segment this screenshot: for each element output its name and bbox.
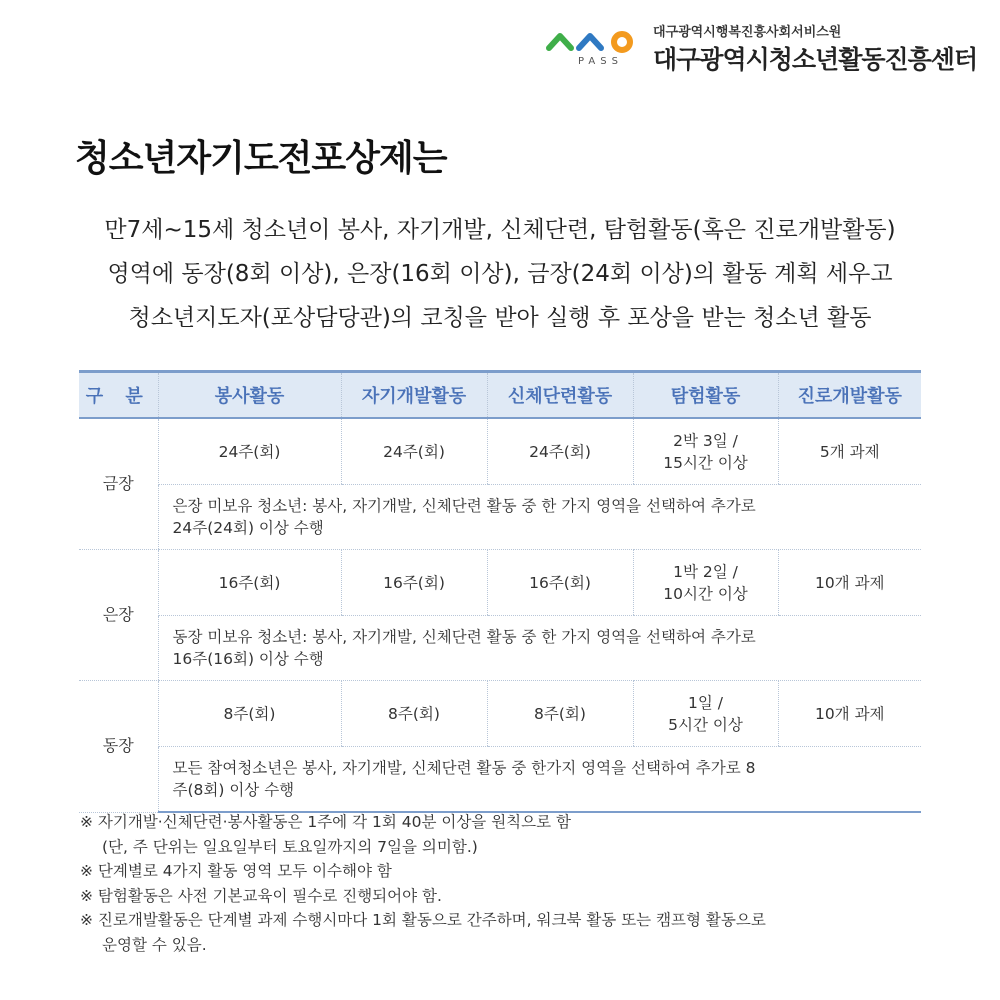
organization-logo xyxy=(546,18,986,78)
footnote: (단, 주 단위는 일요일부터 토요일까지의 7일을 의미함.) xyxy=(102,837,478,856)
table-row xyxy=(79,485,921,550)
exploration-cell xyxy=(633,681,778,747)
award-requirements-table xyxy=(79,370,921,813)
self-development-cell: 16주(회) xyxy=(341,550,487,616)
table-row xyxy=(79,550,921,616)
exploration-hours: 10시간 이상 xyxy=(663,584,748,603)
header-physical: 신체단련활동 xyxy=(487,372,633,419)
table-header-row xyxy=(79,372,921,419)
exploration-duration: 1일 / xyxy=(688,693,723,712)
note-line: 24주(24회) 이상 수행 xyxy=(172,519,324,537)
intro-line: 만7세~15세 청소년이 봉사, 자기개발, 신체단련, 탐험활동(혹은 진로개발활동) xyxy=(104,217,896,243)
exploration-hours: 5시간 이상 xyxy=(668,715,743,734)
page-title: 청소년자기도전포상제는 xyxy=(75,138,447,179)
note-line: 16주(16회) 이상 수행 xyxy=(172,650,324,668)
grade-gold: 금장 xyxy=(79,418,158,550)
exploration-duration: 1박 2일 / xyxy=(673,562,738,581)
pass-label: PASS xyxy=(578,56,623,67)
table-row xyxy=(79,747,921,813)
exploration-cell xyxy=(633,550,778,616)
self-development-cell: 8주(회) xyxy=(341,681,487,747)
header-career: 진로개발활동 xyxy=(778,372,921,419)
physical-cell: 24주(회) xyxy=(487,418,633,485)
table-row xyxy=(79,418,921,485)
note-cell xyxy=(158,747,921,813)
exploration-cell xyxy=(633,418,778,485)
note-cell xyxy=(158,616,921,681)
parent-organization-name: 대구광역시행복진흥사회서비스원 xyxy=(653,25,842,40)
volunteer-cell: 16주(회) xyxy=(158,550,341,616)
footnote: 운영할 수 있음. xyxy=(102,935,207,954)
grade-silver: 은장 xyxy=(79,550,158,681)
note-line: 동장 미보유 청소년: 봉사, 자기개발, 신체단련 활동 중 한 가지 영역을 선택하여 추가로 xyxy=(172,628,756,646)
note-line: 모든 참여청소년은 봉사, 자기개발, 신체단련 활동 중 한가지 영역을 선택하여 추가로 8 xyxy=(172,759,756,777)
intro-text xyxy=(40,208,960,340)
intro-line: 청소년지도자(포상담당관)의 코칭을 받아 실행 후 포상을 받는 청소년 활동 xyxy=(128,305,872,331)
footnote: ※ 자기개발·신체단련·봉사활동은 1주에 각 1회 40분 이상을 원칙으로 함 xyxy=(80,813,572,831)
volunteer-cell: 8주(회) xyxy=(158,681,341,747)
note-line: 주(8회) 이상 수행 xyxy=(172,781,295,799)
exploration-hours: 15시간 이상 xyxy=(663,453,748,472)
footnotes xyxy=(80,810,940,957)
table-row xyxy=(79,681,921,747)
organization-name: 대구광역시청소년활동진흥센터 xyxy=(653,45,978,74)
exploration-duration: 2박 3일 / xyxy=(673,431,738,450)
career-cell: 5개 과제 xyxy=(778,418,921,485)
header-self-development: 자기개발활동 xyxy=(341,372,487,419)
note-cell xyxy=(158,485,921,550)
career-cell: 10개 과제 xyxy=(778,550,921,616)
physical-cell: 8주(회) xyxy=(487,681,633,747)
table-row xyxy=(79,616,921,681)
career-cell: 10개 과제 xyxy=(778,681,921,747)
self-development-cell: 24주(회) xyxy=(341,418,487,485)
footnote: ※ 진로개발활동은 단계별 과제 수행시마다 1회 활동으로 간주하며, 워크북 활동 또는 캠프형 활동으로 xyxy=(80,911,766,929)
header-exploration: 탐험활동 xyxy=(633,372,778,419)
header-category: 구 분 xyxy=(79,372,158,419)
volunteer-cell: 24주(회) xyxy=(158,418,341,485)
footnote: ※ 탐험활동은 사전 기본교육이 필수로 진행되어야 함. xyxy=(80,886,442,905)
grade-bronze: 동장 xyxy=(79,681,158,813)
header-volunteer: 봉사활동 xyxy=(158,372,341,419)
pass-logo-icon xyxy=(546,24,641,58)
intro-line: 영역에 동장(8회 이상), 은장(16회 이상), 금장(24회 이상)의 활동 계획 세우고 xyxy=(107,261,893,287)
physical-cell: 16주(회) xyxy=(487,550,633,616)
footnote: ※ 단계별로 4가지 활동 영역 모두 이수해야 함 xyxy=(80,862,392,880)
note-line: 은장 미보유 청소년: 봉사, 자기개발, 신체단련 활동 중 한 가지 영역을 선택하여 추가로 xyxy=(172,497,756,515)
